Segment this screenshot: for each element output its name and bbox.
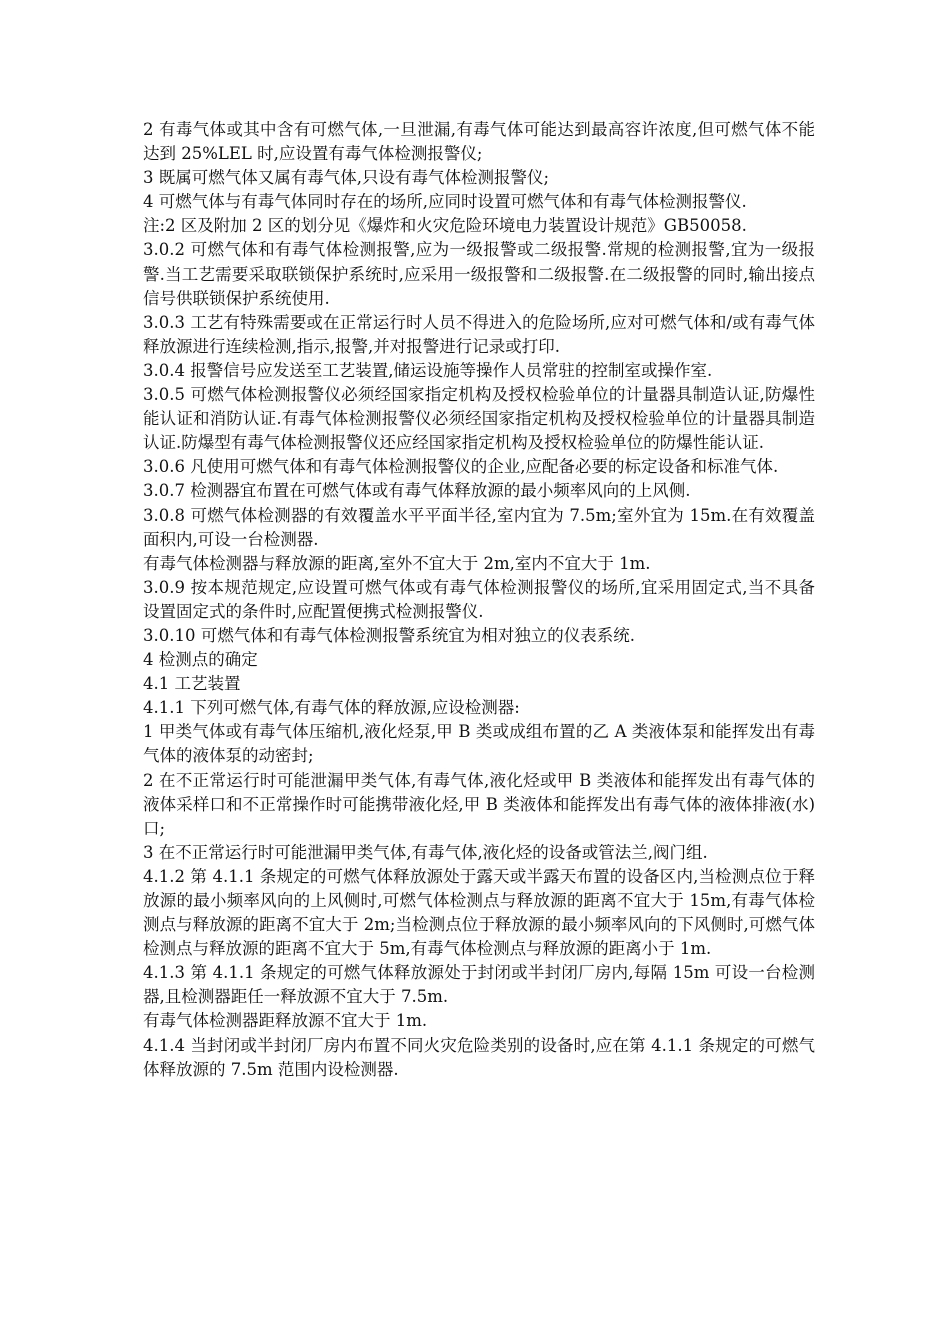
paragraph-4-1-4: 4.1.4 当封闭或半封闭厂房内布置不同火灾危险类别的设备时,应在第 4.1.1 条规定的可燃气体释放源的 7.5m 范围内设检测器.: [143, 1035, 815, 1079]
paragraph-3-0-4: 3.0.4 报警信号应发送至工艺装置,储运设施等操作人员常驻的控制室或操作室.: [143, 360, 713, 380]
paragraph-4-1-1: 4.1.1 下列可燃气体,有毒气体的释放源,应设检测器:: [143, 698, 520, 718]
paragraph-3-0-9: 3.0.9 按本规范规定,应设置可燃气体或有毒气体检测报警仪的场所,宜采用固定式,当不具备设置固定式的条件时,应配置便携式检测报警仪.: [143, 577, 815, 621]
paragraph-4-1-1-item-3: 3 在不正常运行时可能泄漏甲类气体,有毒气体,液化烃的设备或管法兰,阀门组.: [143, 842, 708, 862]
paragraph-item-3-combustible-toxic: 3 既属可燃气体又属有毒气体,只设有毒气体检测报警仪;: [143, 168, 550, 188]
section-heading-4-1: 4.1 工艺装置: [143, 674, 241, 694]
paragraph-3-0-7: 3.0.7 检测器宜布置在可燃气体或有毒气体释放源的最小频率风向的上风侧.: [143, 481, 691, 501]
paragraph-4-1-3: 4.1.3 第 4.1.1 条规定的可燃气体释放源处于封闭或半封闭厂房内,每隔 15m 可设一台检测器,且检测器距任一释放源不宜大于 7.5m.: [143, 963, 815, 1007]
paragraph-3-0-8-toxic-distance: 有毒气体检测器与释放源的距离,室外不宜大于 2m,室内不宜大于 1m.: [143, 553, 651, 573]
paragraph-3-0-8: 3.0.8 可燃气体检测器的有效覆盖水平平面半径,室内宜为 7.5m;室外宜为 15m.在有效覆盖面积内,可设一台检测器.: [143, 505, 815, 549]
paragraph-item-4-coexisting-gases: 4 可燃气体与有毒气体同时存在的场所,应同时设置可燃气体和有毒气体检测报警仪.: [143, 192, 747, 212]
paragraph-4-1-1-item-1: 1 甲类气体或有毒气体压缩机,液化烃泵,甲 B 类或成组布置的乙 A 类液体泵和能挥发出有毒气体的液体泵的动密封;: [143, 722, 815, 766]
paragraph-item-2-toxic-gas: 2 有毒气体或其中含有可燃气体,一旦泄漏,有毒气体可能达到最高容许浓度,但可燃气体不能达到 25%LEL 时,应设置有毒气体检测报警仪;: [143, 120, 815, 164]
paragraph-4-1-3-toxic-distance: 有毒气体检测器距释放源不宜大于 1m.: [143, 1011, 428, 1031]
paragraph-note-zone-division: 注:2 区及附加 2 区的划分见《爆炸和火灾危险环境电力装置设计规范》GB50058.: [143, 216, 747, 236]
paragraph-3-0-6: 3.0.6 凡使用可燃气体和有毒气体检测报警仪的企业,应配备必要的标定设备和标准气体.: [143, 457, 779, 477]
section-heading-4: 4 检测点的确定: [143, 650, 258, 670]
paragraph-3-0-10: 3.0.10 可燃气体和有毒气体检测报警系统宜为相对独立的仪表系统.: [143, 625, 635, 645]
paragraph-3-0-2: 3.0.2 可燃气体和有毒气体检测报警,应为一级报警或二级报警.常规的检测报警,宜为一级报警.当工艺需要采取联锁保护系统时,应采用一级报警和二级报警.在二级报警的同时,输出接点信号供联锁保护系统使用.: [143, 240, 815, 308]
paragraph-3-0-3: 3.0.3 工艺有特殊需要或在正常运行时人员不得进入的危险场所,应对可燃气体和/或有毒气体释放源进行连续检测,指示,报警,并对报警进行记录或打印.: [143, 312, 815, 356]
paragraph-3-0-5: 3.0.5 可燃气体检测报警仪必须经国家指定机构及授权检验单位的计量器具制造认证,防爆性能认证和消防认证.有毒气体检测报警仪必须经国家指定机构及授权检验单位的计量器具制造认证.防爆型有毒气体检测报警仪还应经国家指定机构及授权检验单位的防爆性能认证.: [143, 385, 815, 453]
paragraph-4-1-1-item-2: 2 在不正常运行时可能泄漏甲类气体,有毒气体,液化烃或甲 B 类液体和能挥发出有毒气体的液体采样口和不正常操作时可能携带液化烃,甲 B 类液体和能挥发出有毒气体的液体排液(水)口;: [143, 770, 815, 838]
document-body: [143, 118, 815, 1082]
paragraph-4-1-2: 4.1.2 第 4.1.1 条规定的可燃气体释放源处于露天或半露天布置的设备区内,当检测点位于释放源的最小频率风向的上风侧时,可燃气体检测点与释放源的距离不宜大于 15m,有毒气体检测点与释放源的距离不宜大于 2m;当检测点位于释放源的最小频率风向的下风侧时,可燃气体检测点与释放源的距离不宜大于 5m,有毒气体检测点与释放源的距离小于 1m.: [143, 866, 815, 959]
